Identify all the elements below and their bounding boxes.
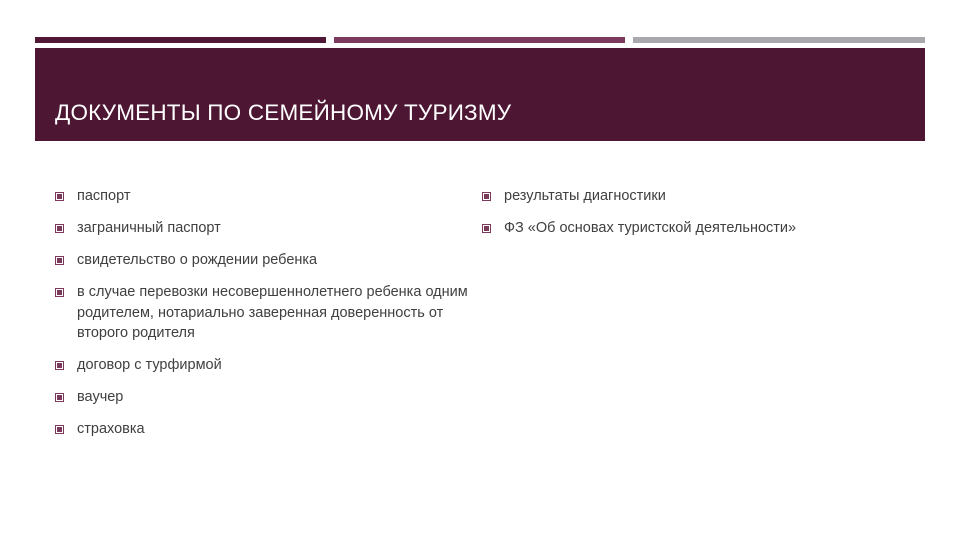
square-bullet-icon [481, 223, 492, 234]
accent-bar-2 [334, 37, 625, 43]
list-item [54, 186, 482, 207]
list-item [54, 250, 482, 271]
list-item [54, 218, 482, 239]
list-item-text: паспорт [77, 188, 131, 204]
square-bullet-icon [54, 191, 65, 202]
square-bullet-icon [54, 255, 65, 266]
square-bullet-icon [481, 191, 492, 202]
square-bullet-icon [54, 360, 65, 371]
list-item-text: договор с турфирмой [77, 356, 222, 373]
list-item [54, 419, 482, 440]
slide-title: ДОКУМЕНТЫ ПО СЕМЕЙНОМУ ТУРИЗМУ [55, 100, 512, 125]
list-item-text: страховка [77, 420, 145, 437]
list-item [54, 387, 482, 408]
list-item [481, 186, 911, 207]
list-item-text: свидетельство о рождении ребенка [77, 252, 318, 268]
square-bullet-icon [54, 424, 65, 435]
square-bullet-icon [54, 287, 65, 298]
list-item-text: ваучер [77, 388, 124, 405]
title-band [35, 48, 925, 141]
accent-bar-3 [633, 37, 925, 43]
accent-bar-1 [35, 37, 326, 43]
list-item-text: в случае перевозки несовершеннолетнего ребенка одним родителем, нотариально заверенная доверенность от второго родителя [77, 284, 468, 341]
list-item [481, 218, 911, 239]
square-bullet-icon [54, 223, 65, 234]
list-item-text: результаты диагностики [504, 188, 666, 204]
list-item-text: ФЗ «Об основах туристской деятельности» [504, 220, 797, 236]
right-bullet-list [481, 186, 911, 250]
left-bullet-list [54, 186, 482, 451]
list-item [54, 355, 482, 376]
list-item-text: заграничный паспорт [77, 220, 221, 236]
square-bullet-icon [54, 392, 65, 403]
list-item [54, 282, 482, 344]
